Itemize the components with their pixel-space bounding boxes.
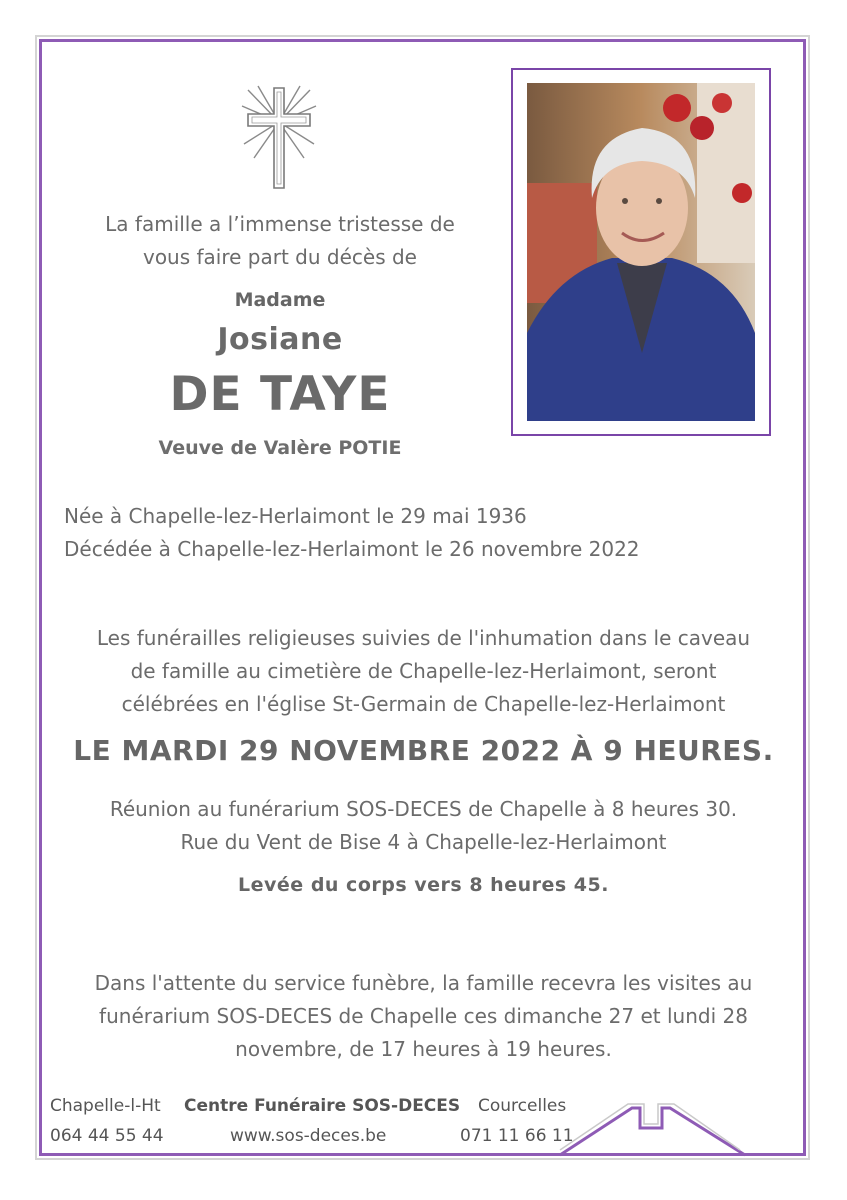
intro-line-1: La famille a l’immense tristesse de: [105, 212, 455, 236]
birth-line: Née à Chapelle-lez-Herlaimont le 29 mai 1936: [64, 504, 527, 528]
radiant-cross-icon: [238, 84, 320, 192]
visits-text: [40, 967, 807, 1066]
footer-right-place: Courcelles: [478, 1096, 567, 1116]
footer-left-phone: 064 44 55 44: [50, 1126, 164, 1146]
funeral-line-2: de famille au cimetière de Chapelle-lez-Herlaimont, seront: [130, 659, 717, 683]
footer-website[interactable]: www.sos-deces.be: [230, 1126, 387, 1146]
widow-of: Veuve de Valère POTIE: [158, 437, 402, 459]
visits-line-1: Dans l'attente du service funèbre, la famille recevra les visites au: [94, 971, 753, 995]
portrait-photo: [527, 83, 755, 421]
visits-line-3: novembre, de 17 heures à 19 heures.: [235, 1037, 612, 1061]
intro-text: [60, 208, 500, 274]
first-name: Josiane: [217, 322, 343, 357]
meeting-line-1: Réunion au funérarium SOS-DECES de Chapelle à 8 heures 30.: [109, 797, 738, 821]
meeting-line-2: Rue du Vent de Bise 4 à Chapelle-lez-Herlaimont: [180, 830, 667, 854]
service-date: LE MARDI 29 NOVEMBRE 2022 À 9 HEURES.: [73, 734, 774, 767]
visits-line-2: funérarium SOS-DECES de Chapelle ces dimanche 27 et lundi 28: [99, 1004, 748, 1028]
intro-line-2: vous faire part du décès de: [142, 245, 417, 269]
footer-right-phone: 071 11 66 11: [460, 1126, 574, 1146]
death-line: Décédée à Chapelle-lez-Herlaimont le 26 novembre 2022: [64, 537, 640, 561]
meeting-text: [40, 793, 807, 859]
footer-center-name: Centre Funéraire SOS-DECES: [184, 1096, 461, 1116]
funeral-line-1: Les funérailles religieuses suivies de l'inhumation dans le caveau: [96, 626, 751, 650]
last-name: DE TAYE: [169, 367, 391, 422]
portrait-frame: [511, 68, 771, 436]
footer-left-place: Chapelle-l-Ht: [50, 1096, 161, 1116]
honorific: Madame: [234, 289, 326, 311]
funeral-line-3: célébrées en l'église St-Germain de Chapelle-lez-Herlaimont: [121, 692, 726, 716]
life-dates: [64, 500, 640, 566]
funeral-text: [40, 622, 807, 721]
levee-text: Levée du corps vers 8 heures 45.: [238, 874, 609, 896]
